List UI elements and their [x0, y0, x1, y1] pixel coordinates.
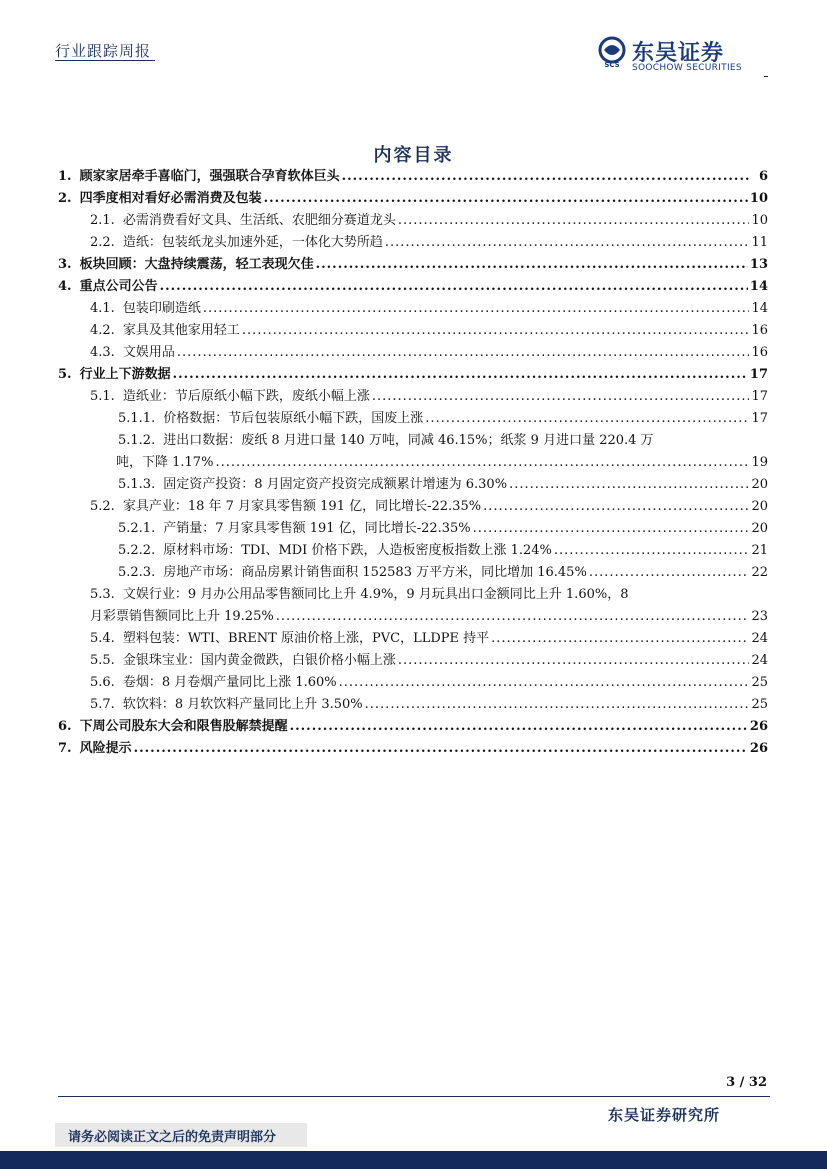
toc-entry-number: 5.2.1.: [118, 521, 156, 536]
toc-leader-dots: [473, 518, 750, 540]
toc-entry[interactable]: [58, 584, 768, 606]
toc-entry-number: 3.: [58, 257, 72, 272]
toc-entry[interactable]: [58, 518, 768, 540]
toc-entry-page: 17: [749, 367, 768, 382]
toc-entry[interactable]: [58, 166, 768, 188]
footer-band: [0, 1151, 827, 1169]
toc-entry[interactable]: [58, 430, 768, 452]
toc-leader-dots: [372, 386, 750, 408]
header-dash: [764, 76, 768, 77]
toc-entry-text: 板块回顾：大盘持续震荡，轻工表现欠佳: [79, 257, 314, 272]
toc-entry-page: 25: [751, 675, 768, 690]
toc-entry-page: 11: [751, 235, 768, 250]
footer-divider: [58, 1096, 770, 1097]
toc-entry-text: 文娱行业：9 月办公用品零售额同比上升 4.9%，9 月玩具出口金额同比上升 1.60%，8: [122, 587, 629, 602]
toc-entry-number: 7.: [58, 741, 72, 756]
toc-entry[interactable]: [58, 738, 768, 760]
toc-leader-dots: [177, 342, 750, 364]
toc-entry-number: 4.2.: [90, 323, 115, 338]
toc-entry[interactable]: [58, 342, 768, 364]
toc-leader-dots: [398, 650, 750, 672]
table-of-contents: [58, 166, 768, 760]
toc-entry[interactable]: [58, 606, 768, 628]
toc-entry-number: 5.1.2.: [118, 433, 156, 448]
toc-entry-page: 25: [751, 697, 768, 712]
toc-entry-number: 4.: [58, 279, 72, 294]
toc-entry-text: 必需消费看好文具、生活纸、农肥细分赛道龙头: [122, 213, 396, 228]
toc-entry-number: 2.1.: [90, 213, 115, 228]
toc-entry[interactable]: [58, 276, 768, 298]
toc-title: 内容目录: [373, 145, 454, 166]
toc-entry[interactable]: [58, 386, 768, 408]
toc-entry-page: 14: [751, 301, 768, 316]
toc-entry-number: 5.2.: [90, 499, 115, 514]
toc-leader-dots: [554, 540, 750, 562]
page-number: 3 / 32: [726, 1075, 767, 1090]
toc-entry-text: 行业上下游数据: [79, 367, 171, 382]
toc-entry-number: 5.5.: [90, 653, 115, 668]
toc-leader-dots: [215, 452, 749, 474]
soochow-logo-mark-icon: [596, 36, 628, 68]
toc-leader-dots: [242, 320, 750, 342]
toc-leader-dots: [339, 672, 750, 694]
company-logo: [596, 36, 766, 76]
toc-entry-text: 家具及其他家用轻工: [122, 323, 240, 338]
toc-entry-text: 吨，下降 1.17%: [116, 455, 214, 470]
toc-entry[interactable]: [58, 408, 768, 430]
toc-entry-number: 6.: [58, 719, 72, 734]
toc-entry-number: 5.3.: [90, 587, 115, 602]
toc-entry-page: 24: [751, 631, 768, 646]
toc-leader-dots: [483, 496, 749, 518]
toc-entry-text: 顾家家居牵手喜临门，强强联合孕育软体巨头: [79, 169, 340, 184]
toc-entry-text: 四季度相对看好必需消费及包装: [79, 191, 262, 206]
toc-leader-dots: [509, 474, 749, 496]
toc-entry-text: 造纸业：节后原纸小幅下跌，废纸小幅上涨: [122, 389, 370, 404]
toc-entry[interactable]: [58, 562, 768, 584]
toc-entry[interactable]: [58, 364, 768, 386]
toc-entry-page: 26: [749, 741, 768, 756]
toc-leader-dots: [290, 716, 748, 738]
toc-entry-page: 23: [751, 609, 768, 624]
toc-entry[interactable]: [58, 716, 768, 738]
toc-entry-text: 重点公司公告: [79, 279, 158, 294]
toc-leader-dots: [398, 210, 750, 232]
toc-entry-page: 20: [751, 521, 768, 536]
toc-entry-text: 软饮料：8 月软饮料产量同比上升 3.50%: [122, 697, 363, 712]
toc-entry-text: 价格数据：节后包装原纸小幅下跌，国废上涨: [163, 411, 424, 426]
toc-leader-dots: [365, 694, 750, 716]
footer-institute: 东吴证券研究所: [608, 1106, 721, 1124]
toc-entry-page: 20: [751, 477, 768, 492]
toc-entry-text: 下周公司股东大会和限售股解禁提醒: [79, 719, 288, 734]
toc-entry-page: 16: [751, 323, 768, 338]
toc-leader-dots: [264, 188, 748, 210]
toc-entry-page: 13: [749, 257, 768, 272]
toc-entry-page: 19: [751, 455, 768, 470]
toc-entry-page: 17: [751, 389, 768, 404]
toc-entry[interactable]: [58, 188, 768, 210]
toc-entry-number: 5.4.: [90, 631, 115, 646]
toc-entry-page: 20: [751, 499, 768, 514]
toc-entry-text: 卷烟：8 月卷烟产量同比上涨 1.60%: [122, 675, 337, 690]
toc-entry[interactable]: [58, 452, 768, 474]
toc-entry-text: 风险提示: [79, 741, 132, 756]
toc-leader-dots: [385, 232, 750, 254]
toc-leader-dots: [160, 276, 748, 298]
toc-leader-dots: [276, 606, 750, 628]
toc-entry-number: 5.7.: [90, 697, 115, 712]
toc-entry-page: 26: [749, 719, 768, 734]
toc-entry[interactable]: [58, 540, 768, 562]
toc-entry-page: 6: [758, 169, 768, 184]
toc-leader-dots: [173, 364, 748, 386]
toc-entry-number: 2.2.: [90, 235, 115, 250]
toc-entry-page: 22: [751, 565, 768, 580]
toc-entry[interactable]: [58, 298, 768, 320]
toc-entry-text: 金银珠宝业：国内黄金微跌，白银价格小幅上涨: [122, 653, 396, 668]
toc-entry-text: 原材料市场：TDI、MDI 价格下跌，人造板密度板指数上涨 1.24%: [163, 543, 552, 558]
toc-entry-page: 16: [751, 345, 768, 360]
toc-entry[interactable]: [58, 694, 768, 716]
logo-cn-text: 东吴证券: [632, 41, 725, 66]
toc-entry-number: 5.1.3.: [118, 477, 156, 492]
toc-entry-number: 5.1.1.: [118, 411, 156, 426]
toc-entry-page: 17: [751, 411, 768, 426]
toc-entry-page: 14: [749, 279, 768, 294]
toc-entry-text: 房地产市场：商品房累计销售面积 152583 万平方米，同比增加 16.45%: [163, 565, 587, 580]
toc-entry[interactable]: [58, 672, 768, 694]
toc-entry-text: 进出口数据：废纸 8 月进口量 140 万吨，同减 46.15%；纸浆 9 月进口量 220.4 万: [163, 433, 654, 448]
toc-entry-number: 5.2.3.: [118, 565, 156, 580]
toc-entry[interactable]: [58, 320, 768, 342]
toc-leader-dots: [425, 408, 749, 430]
toc-entry[interactable]: [58, 628, 768, 650]
toc-leader-dots: [134, 738, 748, 760]
toc-entry-page: 21: [751, 543, 768, 558]
toc-entry-number: 5.1.: [90, 389, 115, 404]
toc-entry-text: 造纸：包装纸龙头加速外延，一体化大势所趋: [122, 235, 383, 250]
toc-leader-dots: [316, 254, 748, 276]
toc-entry[interactable]: [58, 474, 768, 496]
toc-entry-number: 5.2.2.: [118, 543, 156, 558]
toc-entry-text: 塑料包装：WTI、BRENT 原油价格上涨，PVC，LLDPE 持平: [122, 631, 490, 646]
toc-entry-number: 4.3.: [90, 345, 115, 360]
toc-leader-dots: [589, 562, 750, 584]
toc-entry-text: 包装印刷造纸: [122, 301, 201, 316]
toc-entry[interactable]: [58, 210, 768, 232]
toc-entry-number: 5.: [58, 367, 72, 382]
logo-en-text: SOOCHOW SECURITIES: [632, 63, 742, 73]
report-type-tag: 行业跟踪周报: [55, 42, 152, 60]
toc-entry-page: 10: [749, 191, 768, 206]
toc-entry[interactable]: [58, 254, 768, 276]
toc-entry-number: 1.: [58, 169, 72, 184]
toc-entry-text: 固定资产投资：8 月固定资产投资完成额累计增速为 6.30%: [163, 477, 508, 492]
toc-entry-text: 文娱用品: [122, 345, 175, 360]
toc-leader-dots: [342, 166, 750, 188]
toc-entry-number: 4.1.: [90, 301, 115, 316]
report-type-underline: [55, 60, 155, 61]
toc-entry-page: 10: [751, 213, 768, 228]
logo-mark-text: SCS: [604, 61, 620, 68]
toc-entry-page: 24: [751, 653, 768, 668]
toc-entry[interactable]: [58, 496, 768, 518]
toc-leader-dots: [491, 628, 749, 650]
toc-entry-number: 5.6.: [90, 675, 115, 690]
toc-entry[interactable]: [58, 232, 768, 254]
toc-entry-text: 家具产业：18 年 7 月家具零售额 191 亿，同比增长-22.35%: [122, 499, 482, 514]
toc-entry-text: 产销量：7 月家具零售额 191 亿，同比增长-22.35%: [163, 521, 471, 536]
footer-disclaimer: 请务必阅读正文之后的免责声明部分: [68, 1130, 277, 1145]
toc-leader-dots: [203, 298, 750, 320]
toc-entry-number: 2.: [58, 191, 72, 206]
toc-entry[interactable]: [58, 650, 768, 672]
toc-entry-text: 月彩票销售额同比上升 19.25%: [90, 609, 274, 624]
